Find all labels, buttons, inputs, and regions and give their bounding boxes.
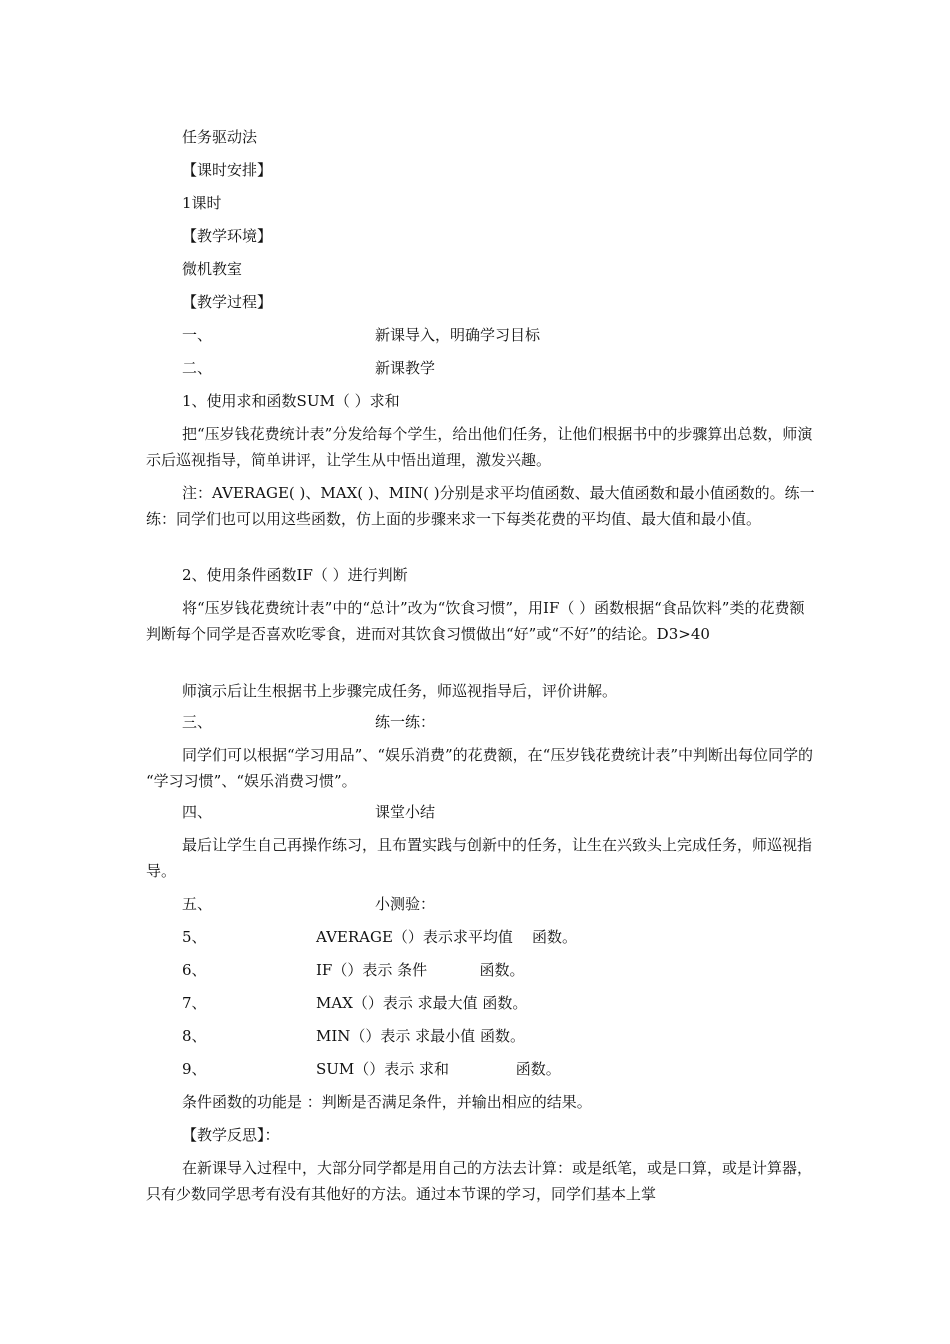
step1-heading: 1、使用求和函数SUM（ ）求和	[182, 392, 400, 410]
section3-title: 练一练：	[375, 713, 436, 731]
quiz-item-number: 6、	[182, 961, 207, 979]
teaching-method: 任务驱动法	[182, 128, 258, 146]
quiz-item-number: 7、	[182, 994, 207, 1012]
section5-title: 小测验：	[375, 895, 436, 913]
section5-number: 五、	[182, 895, 213, 913]
schedule-value: 1课时	[182, 194, 222, 212]
step2-heading: 2、使用条件函数IF（ ）进行判断	[182, 566, 408, 584]
section1-title: 新课导入，明确学习目标	[375, 326, 541, 344]
environment-value: 微机教室	[182, 260, 243, 278]
paragraph-6: 最后让学生自己再操作练习，且布置实践与创新中的任务，让生在兴致头上完成任务，师巡视指导。	[146, 836, 813, 880]
paragraph-2: 注：AVERAGE( )、MAX( )、MIN( )分别是求平均值函数、最大值函数和最小值函数的。练一练：同学们也可以用这些函数，仿上面的步骤来求一下每类花费的平均值、最大值和最小值。	[146, 484, 815, 528]
paragraph-1: 把“压岁钱花费统计表”分发给每个学生，给出他们任务，让他们根据书中的步骤算出总数，师演示后巡视指导，简单讲评，让学生从中悟出道理，激发兴趣。	[146, 425, 813, 469]
quiz-item-text: MIN（）表示 求最小值 函数。	[316, 1027, 525, 1045]
schedule-heading: 【课时安排】	[182, 161, 273, 179]
quiz-item-text: SUM（）表示 求和 函数。	[316, 1060, 561, 1078]
section4-number: 四、	[182, 803, 213, 821]
quiz-item-text: MAX（）表示 求最大值 函数。	[316, 994, 528, 1012]
paragraph-3: 将“压岁钱花费统计表”中的“总计”改为“饮食习惯”，用IF（ ）函数根据“食品饮料”类的花费额判断每个同学是否喜欢吃零食，进而对其饮食习惯做出“好”或“不好”的结论。D3>40	[146, 599, 805, 643]
section2-number: 二、	[182, 359, 213, 377]
paragraph-5: 同学们可以根据“学习用品”、“娱乐消费”的花费额，在“压岁钱花费统计表”中判断出每位同学的 “学习习惯”、“娱乐消费习惯”。	[146, 746, 814, 790]
quiz-item-number: 9、	[182, 1060, 207, 1078]
conclusion-line: 条件函数的功能是 ：判断是否满足条件，并输出相应的结果。	[182, 1093, 592, 1111]
paragraph-4: 师演示后让生根据书上步骤完成任务，师巡视指导后，评价讲解。	[182, 682, 618, 700]
reflection-heading: 【教学反思】：	[182, 1126, 280, 1144]
quiz-item-text: AVERAGE（）表示求平均值 函数。	[316, 928, 577, 946]
quiz-item-number: 8、	[182, 1027, 207, 1045]
section4-title: 课堂小结	[375, 803, 436, 821]
quiz-item-text: IF（）表示 条件 函数。	[316, 961, 525, 979]
section2-title: 新课教学	[375, 359, 436, 377]
environment-heading: 【教学环境】	[182, 227, 273, 245]
process-heading: 【教学过程】	[182, 293, 273, 311]
section1-number: 一、	[182, 326, 213, 344]
section3-number: 三、	[182, 713, 213, 731]
paragraph-7: 在新课导入过程中，大部分同学都是用自己的方法去计算：或是纸笔，或是口算，或是计算器，只有少数同学思考有没有其他好的方法。通过本节课的学习，同学们基本上掌	[146, 1159, 813, 1203]
quiz-item-number: 5、	[182, 928, 207, 946]
